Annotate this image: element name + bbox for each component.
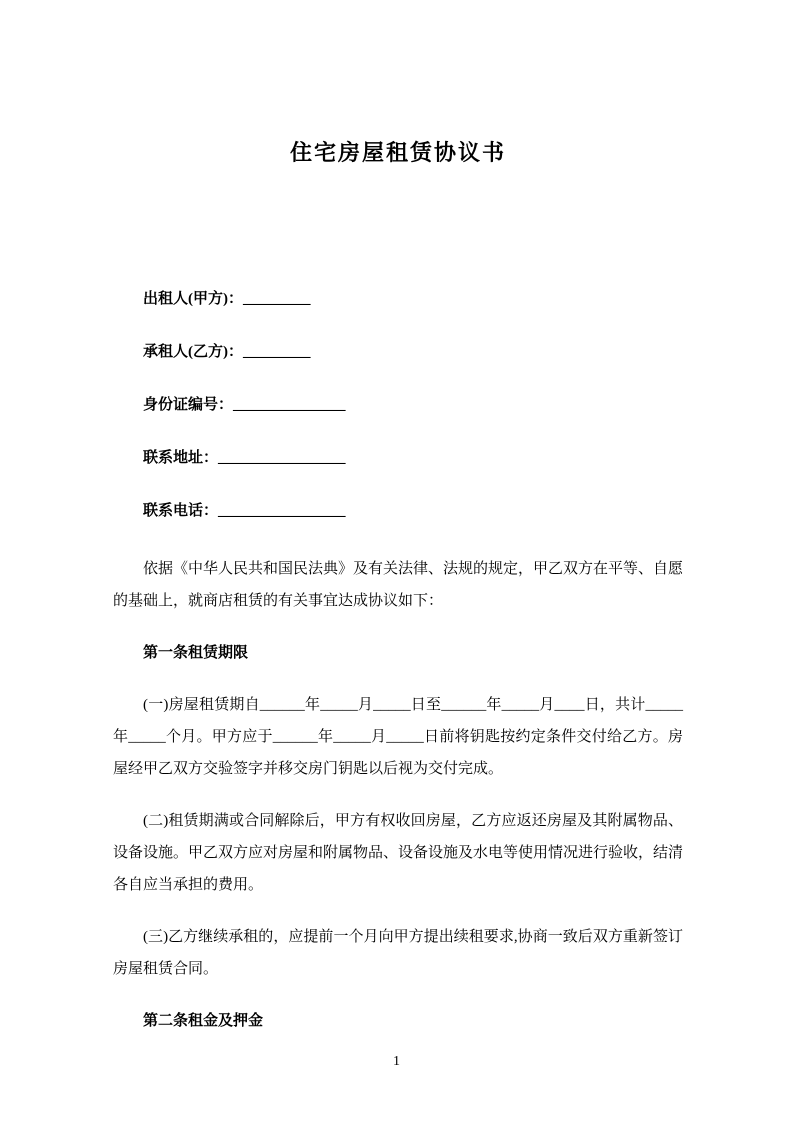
field-id-number: 身份证编号：_______________ xyxy=(143,397,346,413)
party-fields-block xyxy=(113,288,683,522)
document-title: 住宅房屋租赁协议书 xyxy=(289,140,506,165)
section1-clause-3: (三)乙方继续承租的，应提前一个月向甲方提出续租要求,协商一致后双方重新签订房屋租赁合同。 xyxy=(113,929,683,977)
section1-clause-1: (一)房屋租赁期自______年_____月_____日至______年_____月____日，共计_____年_____个月。甲方应于______年_____月_____日前将钥匙按约定条件交付给乙方。房屋经甲乙双方交验签字并移交房门钥匙以后视为交付完成。 xyxy=(113,697,683,777)
field-contact-phone: 联系电话：_________________ xyxy=(143,503,346,519)
field-contact-address: 联系地址：_________________ xyxy=(143,450,346,466)
field-lessee: 承租人(乙方)：_________ xyxy=(143,344,311,360)
page-number: 1 xyxy=(393,1054,400,1069)
section1-heading: 第一条租赁期限 xyxy=(143,645,249,661)
section2-heading: 第二条租金及押金 xyxy=(143,1013,264,1029)
intro-paragraph: 依据《中华人民共和国民法典》及有关法律、法规的规定，甲乙双方在平等、自愿的基础上，就商店租赁的有关事宜达成协议如下： xyxy=(113,561,684,609)
field-lessor: 出租人(甲方)：_________ xyxy=(143,291,311,307)
section1-clause-2: (二)租赁期满或合同解除后，甲方有权收回房屋，乙方应返还房屋及其附属物品、设备设施。甲乙双方应对房屋和附属物品、设备设施及水电等使用情况进行验收，结清各自应当承担的费用。 xyxy=(113,813,684,893)
